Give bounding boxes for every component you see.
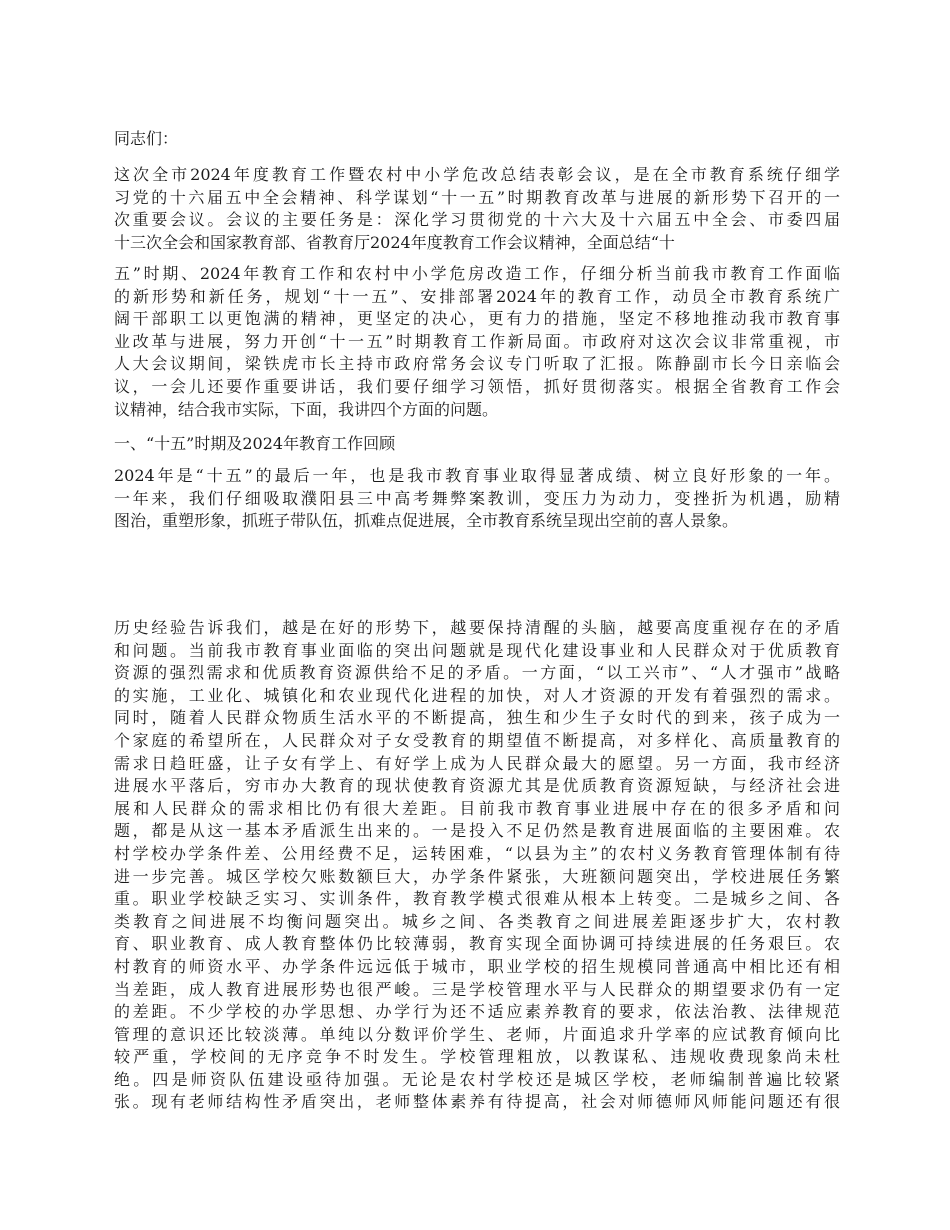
text-line: 阔干部职工以更饱满的精神，更坚定的决心，更有力的措施，坚定不移地推动我市教育事 bbox=[114, 309, 840, 329]
intro-paragraph-part-2 bbox=[114, 263, 840, 421]
heading-line: 一、“十五”时期及2024年教育工作回顾 bbox=[114, 434, 396, 453]
text-line: 五”时期、2024年教育工作和农村中小学危房改造工作，仔细分析当前我市教育工作面临 bbox=[114, 264, 840, 283]
intro-paragraph-part-1 bbox=[114, 164, 840, 254]
text-line: 当差距，成人教育进展形势也很严峻。三是学校管理水平与人民群众的期望要求仍有一定 bbox=[114, 979, 840, 999]
text-line: 展和人民群众的需求相比仍有很大差距。目前我市教育事业进展中存在的很多矛盾和问 bbox=[114, 798, 840, 818]
section-heading-1 bbox=[114, 433, 840, 456]
text-line: 议精神，结合我市实际，下面，我讲四个方面的问题。 bbox=[114, 399, 499, 419]
text-line: 较严重，学校间的无序竞争不时发生。学校管理粗放，以教谋私、违规收费现象尚未杜 bbox=[114, 1047, 840, 1067]
text-line: 议，一会儿还要作重要讲话，我们要仔细学习领悟，抓好贯彻落实。根据全省教育工作会 bbox=[114, 376, 840, 396]
text-line: 进展水平落后，穷市办大教育的现状使教育资源尤其是优质教育资源短缺，与经济社会进 bbox=[114, 776, 840, 796]
text-line: 题，都是从这一基本矛盾派生出来的。一是投入不足仍然是教育进展面临的主要困难。农 bbox=[114, 821, 840, 841]
text-line: 图治，重塑形象，抓班子带队伍，抓难点促进展，全市教育系统呈现出空前的喜人景象。 bbox=[114, 511, 739, 531]
problems-paragraph bbox=[114, 617, 840, 1114]
text-line: 需求日趋旺盛，让子女有学上、有好学上成为人民群众最大的愿望。另一方面，我市经济 bbox=[114, 753, 840, 773]
text-line: 的实施，工业化、城镇化和农业现代化进程的加快，对人才资源的开发有着强烈的需求。 bbox=[114, 685, 840, 705]
text-line: 个家庭的希望所在，人民群众对子女受教育的期望值不断提高，对多样化、高质量教育的 bbox=[114, 730, 840, 750]
text-line: 这次全市2024年度教育工作暨农村中小学危改总结表彰会议，是在全市教育系统仔细学 bbox=[114, 165, 840, 184]
text-line: 的新形势和新任务，规划“十一五”、安排部署2024年的教育工作，动员全市教育系统广 bbox=[114, 286, 840, 306]
text-line: 资源的强烈需求和优质教育资源供给不足的矛盾。一方面，“以工兴市”、“人才强市”战略 bbox=[114, 663, 840, 683]
text-line: 管理的意识还比较淡薄。单纯以分数评价学生、老师，片面追求升学率的应试教育倾向比 bbox=[114, 1024, 840, 1044]
text-line: 绝。四是师资队伍建设亟待加强。无论是农村学校还是城区学校，老师编制普遍比较紧 bbox=[114, 1069, 840, 1089]
text-line: 张。现有老师结构性矛盾突出，老师整体素养有待提高，社会对师德师风师能问题还有很 bbox=[114, 1092, 840, 1112]
text-line: 习党的十六届五中全会精神、科学谋划“十一五”时期教育改革与进展的新形势下召开的一 bbox=[114, 187, 840, 207]
greeting bbox=[114, 128, 840, 151]
text-line: 的差距。不少学校的办学思想、办学行为还不适应素养教育的要求，依法治教、法律规范 bbox=[114, 1002, 840, 1022]
text-line: 一年来，我们仔细吸取濮阳县三中高考舞弊案教训，变压力为动力，变挫折为机遇，励精 bbox=[114, 488, 840, 508]
text-line: 村学校办学条件差、公用经费不足，运转困难，“以县为主”的农村义务教育管理体制有待 bbox=[114, 843, 840, 863]
text-line: 次重要会议。会议的主要任务是：深化学习贯彻党的十六大及十六届五中全会、市委四届 bbox=[114, 210, 840, 230]
text-line: 人大会议期间，梁铁虎市长主持市政府常务会议专门听取了汇报。陈静副市长今日亲临会 bbox=[114, 354, 840, 374]
text-line: 村教育的师资水平、办学条件远远低于城市，职业学校的招生规模同普通高中相比还有相 bbox=[114, 956, 840, 976]
text-line: 业改革与进展，努力开创“十一五”时期教育工作新局面。市政府对这次会议非常重视，市 bbox=[114, 331, 840, 351]
text-line: 历史经验告诉我们，越是在好的形势下，越要保持清醒的头脑，越要高度重视存在的矛盾 bbox=[114, 618, 840, 637]
text-line: 类教育之间进展不均衡问题突出。城乡之间、各类教育之间进展差距逐步扩大，农村教 bbox=[114, 911, 840, 931]
text-line: 进一步完善。城区学校欠账数额巨大，办学条件紧张，大班额问题突出，学校进展任务繁 bbox=[114, 866, 840, 886]
text-line: 育、职业教育、成人教育整体仍比较薄弱，教育实现全面协调可持续进展的任务艰巨。农 bbox=[114, 934, 840, 954]
text-line: 重。职业学校缺乏实习、实训条件，教育教学模式很难从根本上转变。二是城乡之间、各 bbox=[114, 889, 840, 909]
text-line: 2024年是“十五”的最后一年，也是我市教育事业取得显著成绩、树立良好形象的一年。 bbox=[114, 466, 840, 485]
greeting-line: 同志们： bbox=[114, 129, 179, 148]
text-line: 十三次全会和国家教育部、省教育厅2024年度教育工作会议精神，全面总结“十 bbox=[114, 232, 675, 252]
text-line: 和问题。当前我市教育事业面临的突出问题就是现代化建设事业和人民群众对于优质教育 bbox=[114, 640, 840, 660]
review-paragraph bbox=[114, 465, 840, 533]
text-line: 同时，随着人民群众物质生活水平的不断提高，独生和少生子女时代的到来，孩子成为一 bbox=[114, 708, 840, 728]
